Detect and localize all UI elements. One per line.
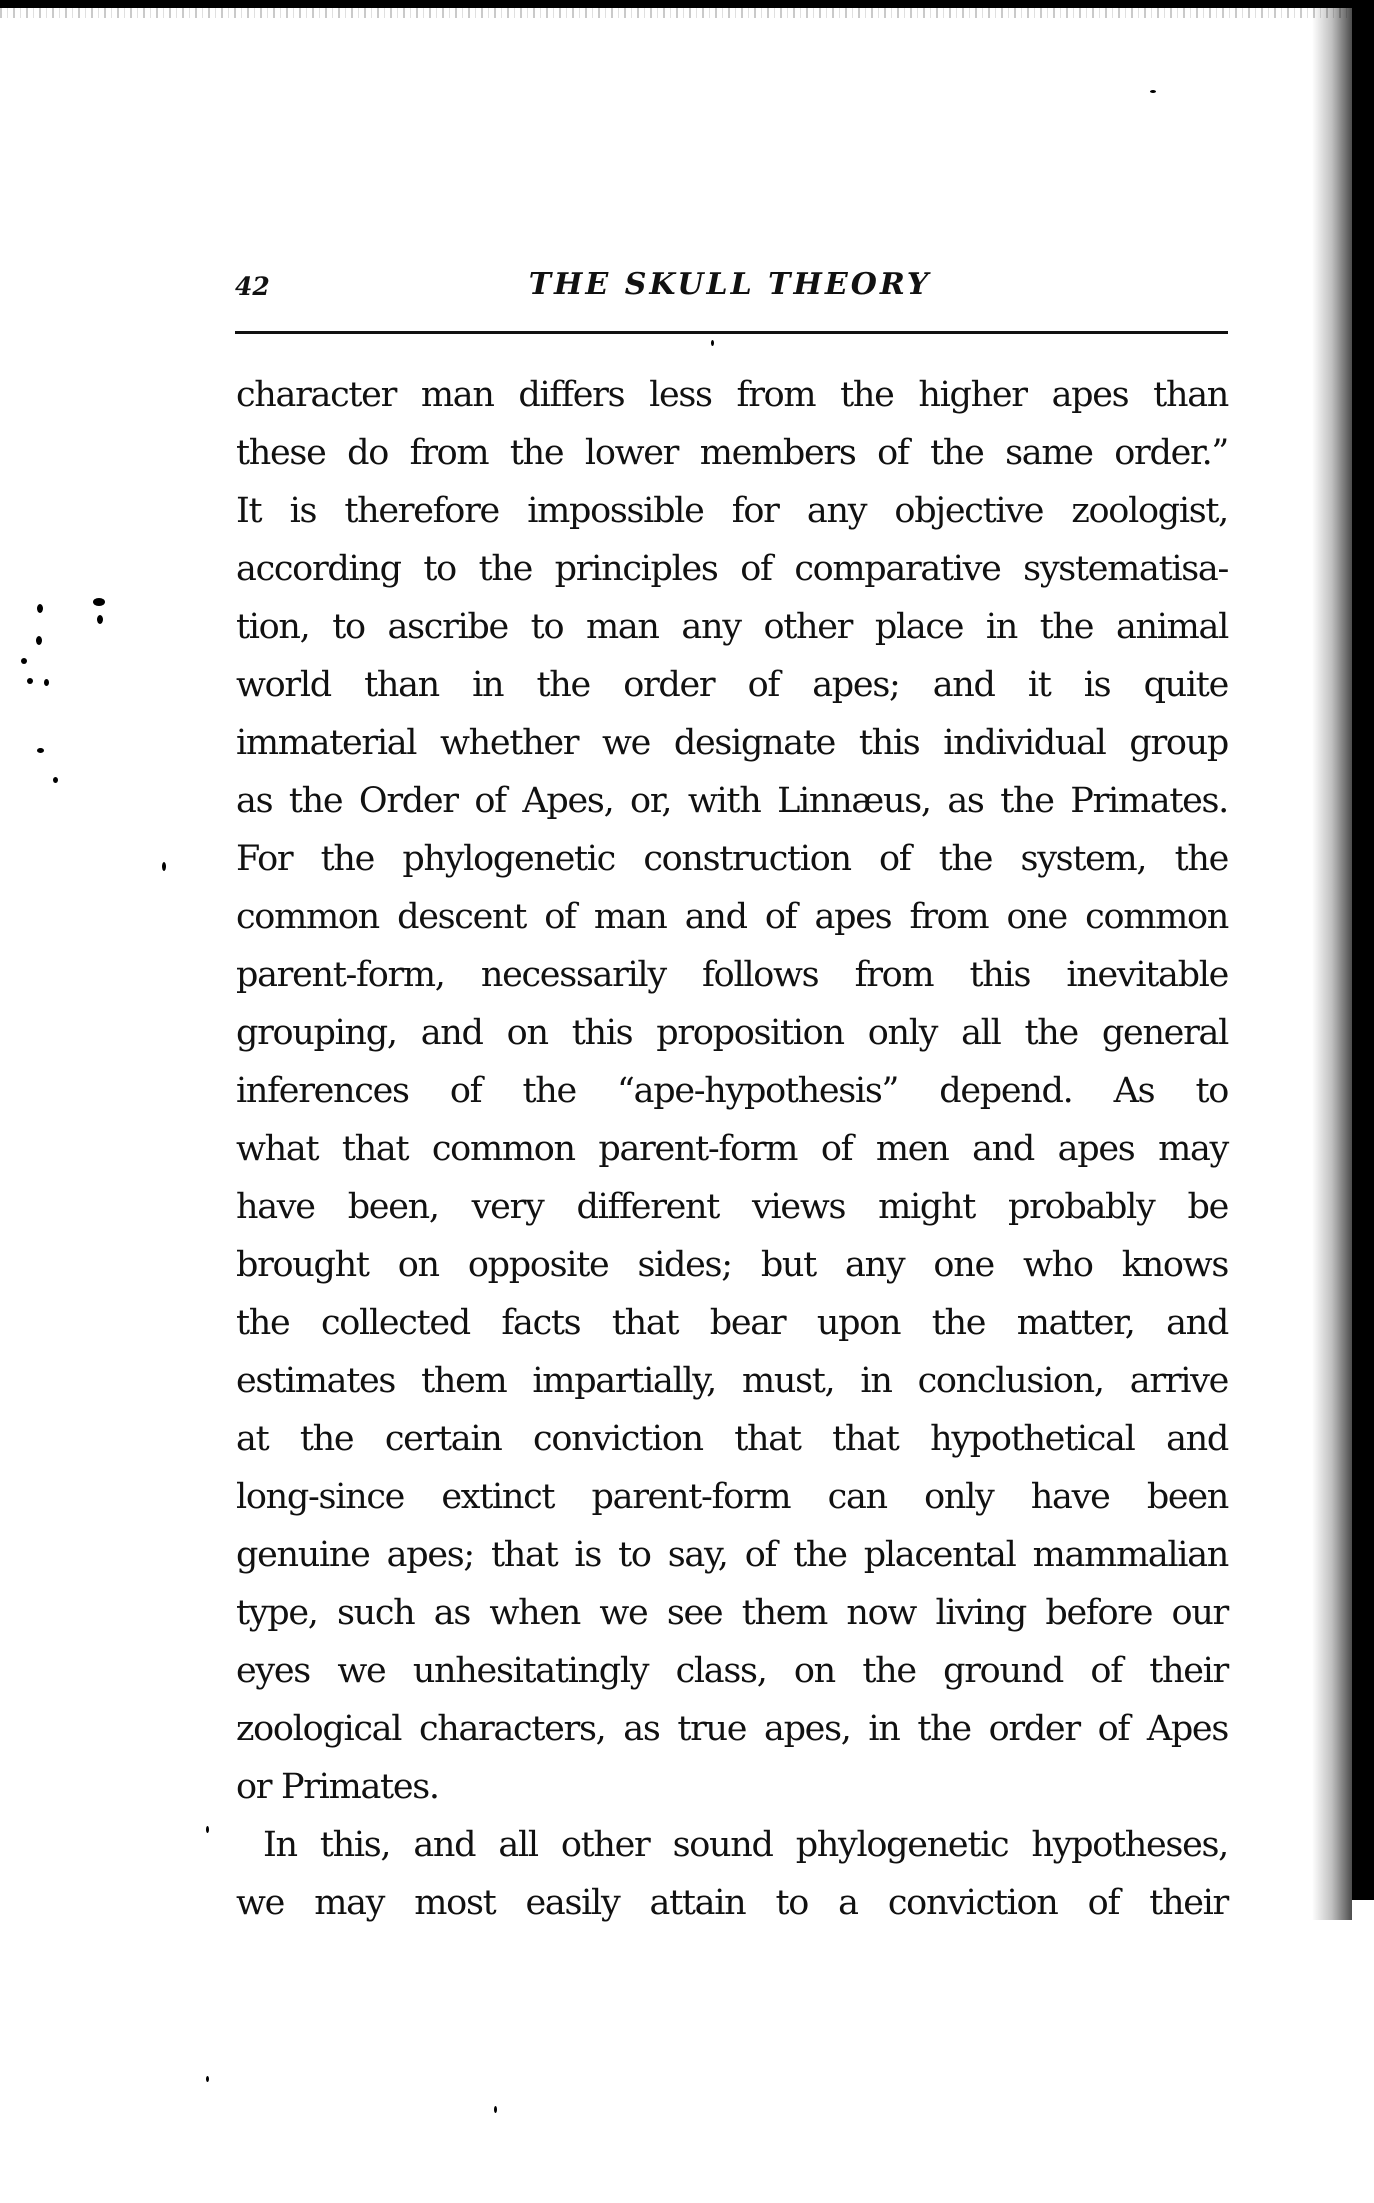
scan-speck: [711, 340, 714, 346]
text-line: type, such as when we see them now living before our: [236, 1593, 1228, 1633]
scan-border-top: [0, 0, 1374, 8]
scan-speck: [36, 636, 42, 645]
running-title: THE SKULL THEORY: [528, 267, 932, 302]
scan-speck: [206, 2076, 209, 2082]
scan-speck: [37, 604, 43, 613]
scan-shadow-right: [1312, 0, 1352, 1920]
text-line: It is therefore impossible for any objective zoologist,: [236, 491, 1228, 531]
text-line: as the Order of Apes, or, with Linnæus, as the Primates.: [236, 781, 1228, 821]
scan-speck: [97, 615, 103, 624]
scan-speck: [494, 2106, 497, 2113]
text-line: according to the principles of comparative systematisa-: [236, 549, 1228, 589]
scan-speck: [162, 862, 166, 871]
scan-noise-top: [0, 8, 1374, 18]
scan-speck: [27, 678, 33, 684]
page-number: 42: [235, 272, 270, 301]
header-rule: [235, 331, 1228, 334]
text-line: common descent of man and of apes from one common: [236, 897, 1228, 937]
text-line: at the certain conviction that that hypothetical and: [236, 1419, 1228, 1459]
text-line: what that common parent-form of men and apes may: [236, 1129, 1228, 1169]
text-line: or Primates.: [236, 1767, 439, 1807]
text-line: In this, and all other sound phylogenetic hypotheses,: [263, 1825, 1228, 1865]
paragraph: [236, 1816, 1228, 1932]
scan-speck: [53, 777, 58, 783]
scan-speck: [44, 679, 49, 686]
text-line: long-since extinct parent-form can only have been: [236, 1477, 1228, 1517]
text-line: inferences of the “ape-hypothesis” depend. As to: [236, 1071, 1228, 1111]
text-line: these do from the lower members of the same order.”: [236, 433, 1228, 473]
text-line: zoological characters, as true apes, in the order of Apes: [236, 1709, 1228, 1749]
text-line: parent-form, necessarily follows from this inevitable: [236, 955, 1228, 995]
text-line: brought on opposite sides; but any one who knows: [236, 1245, 1228, 1285]
scan-speck: [21, 658, 27, 664]
text-line: grouping, and on this proposition only all the general: [236, 1013, 1228, 1053]
body-text: [236, 366, 1228, 1932]
text-line: character man differs less from the higher apes than: [236, 375, 1228, 415]
scan-speck: [37, 748, 44, 753]
scan-speck: [1150, 90, 1156, 93]
scan-speck: [93, 598, 105, 606]
text-line: immaterial whether we designate this individual group: [236, 723, 1228, 763]
text-line: world than in the order of apes; and it is quite: [236, 665, 1228, 705]
text-line: genuine apes; that is to say, of the placental mammalian: [236, 1535, 1228, 1575]
scan-speck: [206, 1826, 209, 1833]
text-line: we may most easily attain to a conviction of their: [236, 1883, 1228, 1923]
running-head: [235, 268, 1228, 304]
text-line: the collected facts that bear upon the matter, and: [236, 1303, 1228, 1343]
text-line: estimates them impartially, must, in conclusion, arrive: [236, 1361, 1228, 1401]
paragraph: [236, 366, 1228, 1816]
text-line: tion, to ascribe to man any other place in the animal: [236, 607, 1228, 647]
text-line: eyes we unhesitatingly class, on the ground of their: [236, 1651, 1228, 1691]
scan-border-right: [1352, 0, 1374, 1900]
text-line: For the phylogenetic construction of the system, the: [236, 839, 1228, 879]
text-line: have been, very different views might probably be: [236, 1187, 1228, 1227]
